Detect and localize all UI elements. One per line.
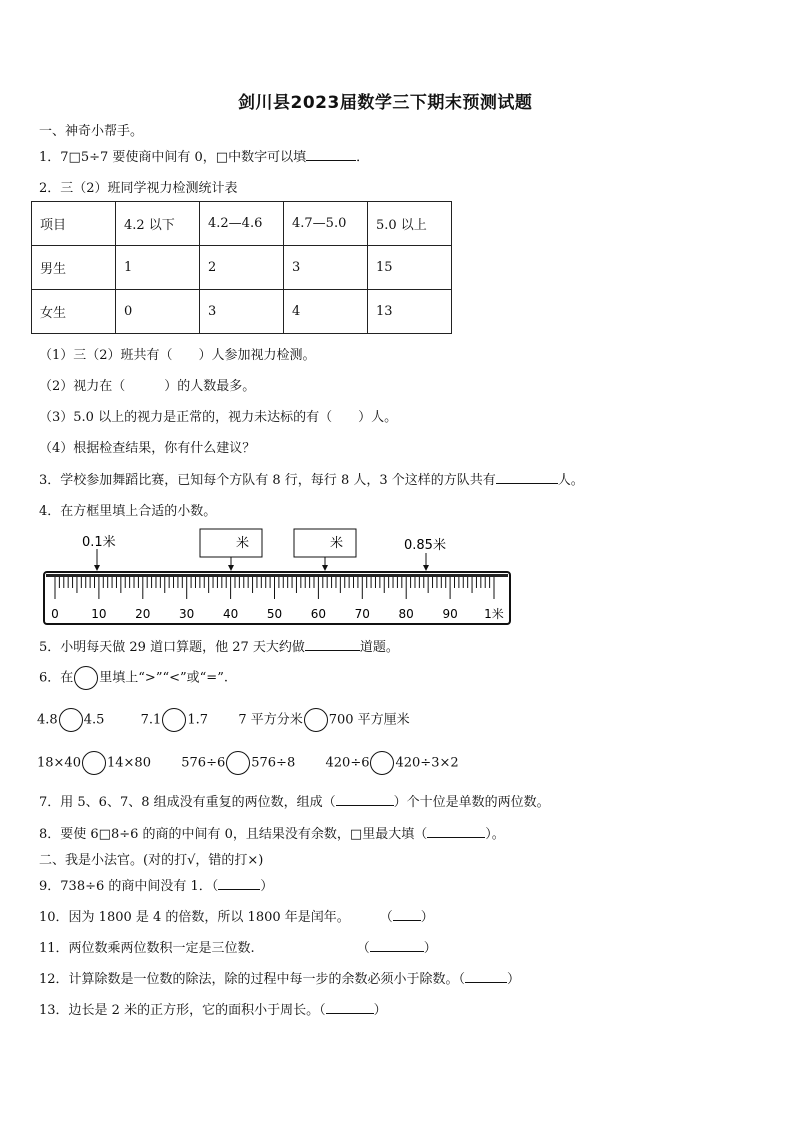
- table-cell: 5.0 以上: [368, 202, 452, 246]
- compare-right: 700 平方厘米: [328, 712, 410, 728]
- ruler-tick-label: 50: [266, 607, 283, 621]
- question-3-text: 3．学校参加舞蹈比赛，已知每个方队有 8 行，每行 8 人，3 个这样的方队共有: [39, 473, 496, 488]
- section-2-heading: 二、我是小法官。(对的打√，错的打×): [39, 853, 264, 868]
- question-13-text: 13．边长是 2 米的正方形，它的面积小于周长。（: [39, 1003, 326, 1018]
- answer-blank[interactable]: [465, 971, 507, 983]
- ruler-tick-label: 70: [354, 607, 370, 621]
- ruler-tick-label: 1米: [484, 607, 504, 621]
- question-11-text: 11．两位数乘两位数积一定是三位数.: [39, 941, 255, 956]
- table-cell: 3: [284, 246, 368, 290]
- answer-blank[interactable]: [305, 639, 360, 651]
- compare-circle[interactable]: [226, 751, 250, 775]
- ruler-marker-label: 0.85米: [404, 538, 446, 553]
- answer-blank[interactable]: [393, 909, 421, 921]
- question-13: [39, 999, 387, 1018]
- question-1-end: ．: [356, 150, 370, 165]
- table-cell: 4: [284, 290, 368, 334]
- question-7: [39, 791, 550, 810]
- question-9: [39, 875, 273, 894]
- ruler-tick-label: 40: [222, 607, 239, 621]
- table-cell: 15: [368, 246, 452, 290]
- ruler-figure: [0, 525, 794, 630]
- question-5: [39, 636, 399, 655]
- ruler-marker-label: 0.1米: [82, 535, 116, 550]
- table-row: [32, 290, 452, 334]
- ruler-tick-label: 10: [91, 607, 107, 621]
- table-row: [32, 246, 452, 290]
- compare-right: 576÷8: [251, 755, 296, 771]
- answer-blank[interactable]: [336, 794, 394, 806]
- compare-left: 7.1: [140, 712, 162, 728]
- page-title: 剑川县2023届数学三下期末预测试题: [238, 93, 533, 113]
- question-6: [39, 666, 228, 690]
- compare-right: 1.7: [187, 712, 209, 728]
- answer-blank[interactable]: [218, 878, 260, 890]
- question-10-text: 10．因为 1800 是 4 的倍数，所以 1800 年是闰年。: [39, 910, 350, 925]
- answer-blank[interactable]: [326, 1002, 374, 1014]
- compare-right: 14×80: [106, 755, 151, 771]
- table-cell: 1: [116, 246, 200, 290]
- question-4-label: 4．在方框里填上合适的小数。: [39, 504, 217, 519]
- compare-circle[interactable]: [370, 751, 394, 775]
- question-2-sub-4: （4）根据检查结果，你有什么建议？: [39, 441, 256, 456]
- answer-box[interactable]: [294, 529, 356, 557]
- question-13-end: ）: [373, 1003, 387, 1018]
- compare-left: 576÷6: [181, 755, 226, 771]
- question-2-sub-2: （2）视力在（ ）的人数最多。: [39, 379, 256, 394]
- answer-blank[interactable]: [496, 472, 558, 484]
- question-11-open: （: [356, 941, 370, 956]
- table-header-row: [32, 202, 452, 246]
- answer-blank[interactable]: [306, 149, 356, 161]
- question-12: [39, 968, 520, 987]
- ruler-tick-label: 60: [310, 607, 327, 621]
- compare-right: 4.5: [83, 712, 105, 728]
- question-7-end: ）个十位是单数的两位数。: [393, 795, 550, 810]
- question-8-text: 8．要使 6□8÷6 的商的中间有 0，且结果没有余数，□里最大填（: [39, 827, 428, 842]
- question-2-sub-1: （1）三（2）班共有（ ）人参加视力检测。: [39, 348, 316, 363]
- compare-right: 420÷3×2: [395, 755, 459, 771]
- ruler-tick-label: 80: [398, 607, 414, 621]
- table-cell: 4.2 以下: [116, 202, 200, 246]
- section-1-heading: 一、神奇小帮手。: [39, 124, 144, 139]
- table-cell: 13: [368, 290, 452, 334]
- question-3-end: 人。: [557, 473, 584, 488]
- table-cell: 3: [200, 290, 284, 334]
- compare-left: 420÷6: [325, 755, 370, 771]
- circle-icon: [74, 666, 98, 690]
- answer-blank[interactable]: [370, 940, 424, 952]
- question-10: [39, 906, 434, 925]
- table-cell: 男生: [32, 246, 116, 290]
- ruler-tick-label: 0: [51, 607, 59, 621]
- compare-circle[interactable]: [304, 708, 328, 732]
- question-3: [39, 469, 584, 488]
- question-8-end: ）。: [485, 827, 505, 842]
- question-1-text: 1．7□5÷7 要使商中间有 0，□中数字可以填: [39, 150, 307, 165]
- compare-left: 4.8: [37, 712, 58, 728]
- table-cell: 项目: [32, 202, 116, 246]
- compare-left: 7 平方分米: [238, 712, 303, 728]
- compare-circle[interactable]: [162, 708, 186, 732]
- compare-left: 18×40: [37, 755, 81, 771]
- answer-blank[interactable]: [427, 826, 485, 838]
- ruler-tick-label: 20: [135, 607, 151, 621]
- question-2-sub-3: （3）5.0 以上的视力是正常的，视力未达标的有（ ）人。: [39, 410, 398, 425]
- table-cell: 4.2—4.6: [200, 202, 284, 246]
- question-9-end: ）: [260, 879, 274, 894]
- ruler-tick-label: 90: [442, 607, 458, 621]
- answer-box-unit: 米: [236, 536, 250, 551]
- question-6-text: 6．在: [39, 670, 74, 686]
- table-cell: 0: [116, 290, 200, 334]
- table-cell: 女生: [32, 290, 116, 334]
- compare-row-2: [37, 751, 459, 775]
- question-11: [39, 937, 437, 956]
- table-cell: 4.7—5.0: [284, 202, 368, 246]
- answer-box-unit: 米: [330, 536, 344, 551]
- question-6-end: 里填上“>”“<”或“=”.: [99, 670, 228, 686]
- question-5-end: 道题。: [359, 640, 399, 655]
- vision-table: [31, 201, 452, 334]
- compare-row-1: [37, 708, 410, 732]
- compare-circle[interactable]: [59, 708, 83, 732]
- question-10-open: （: [379, 910, 393, 925]
- question-9-text: 9．738÷6 的商中间没有 1．（: [39, 879, 219, 894]
- question-1: [39, 146, 369, 165]
- question-12-text: 12．计算除数是一位数的除法，除的过程中每一步的余数必须小于除数。（: [39, 972, 466, 987]
- table-cell: 2: [200, 246, 284, 290]
- question-10-end: ）: [420, 910, 434, 925]
- question-11-end: ）: [423, 941, 437, 956]
- ruler-tick-label: 30: [179, 607, 195, 621]
- question-12-end: ）: [507, 972, 521, 987]
- question-8: [39, 823, 505, 842]
- compare-circle[interactable]: [82, 751, 106, 775]
- question-2-label: 2．三（2）班同学视力检测统计表: [39, 181, 238, 196]
- question-7-text: 7．用 5、6、7、8 组成没有重复的两位数，组成（: [39, 795, 336, 810]
- question-5-text: 5．小明每天做 29 道口算题，他 27 天大约做: [39, 640, 305, 655]
- answer-box[interactable]: [200, 529, 262, 557]
